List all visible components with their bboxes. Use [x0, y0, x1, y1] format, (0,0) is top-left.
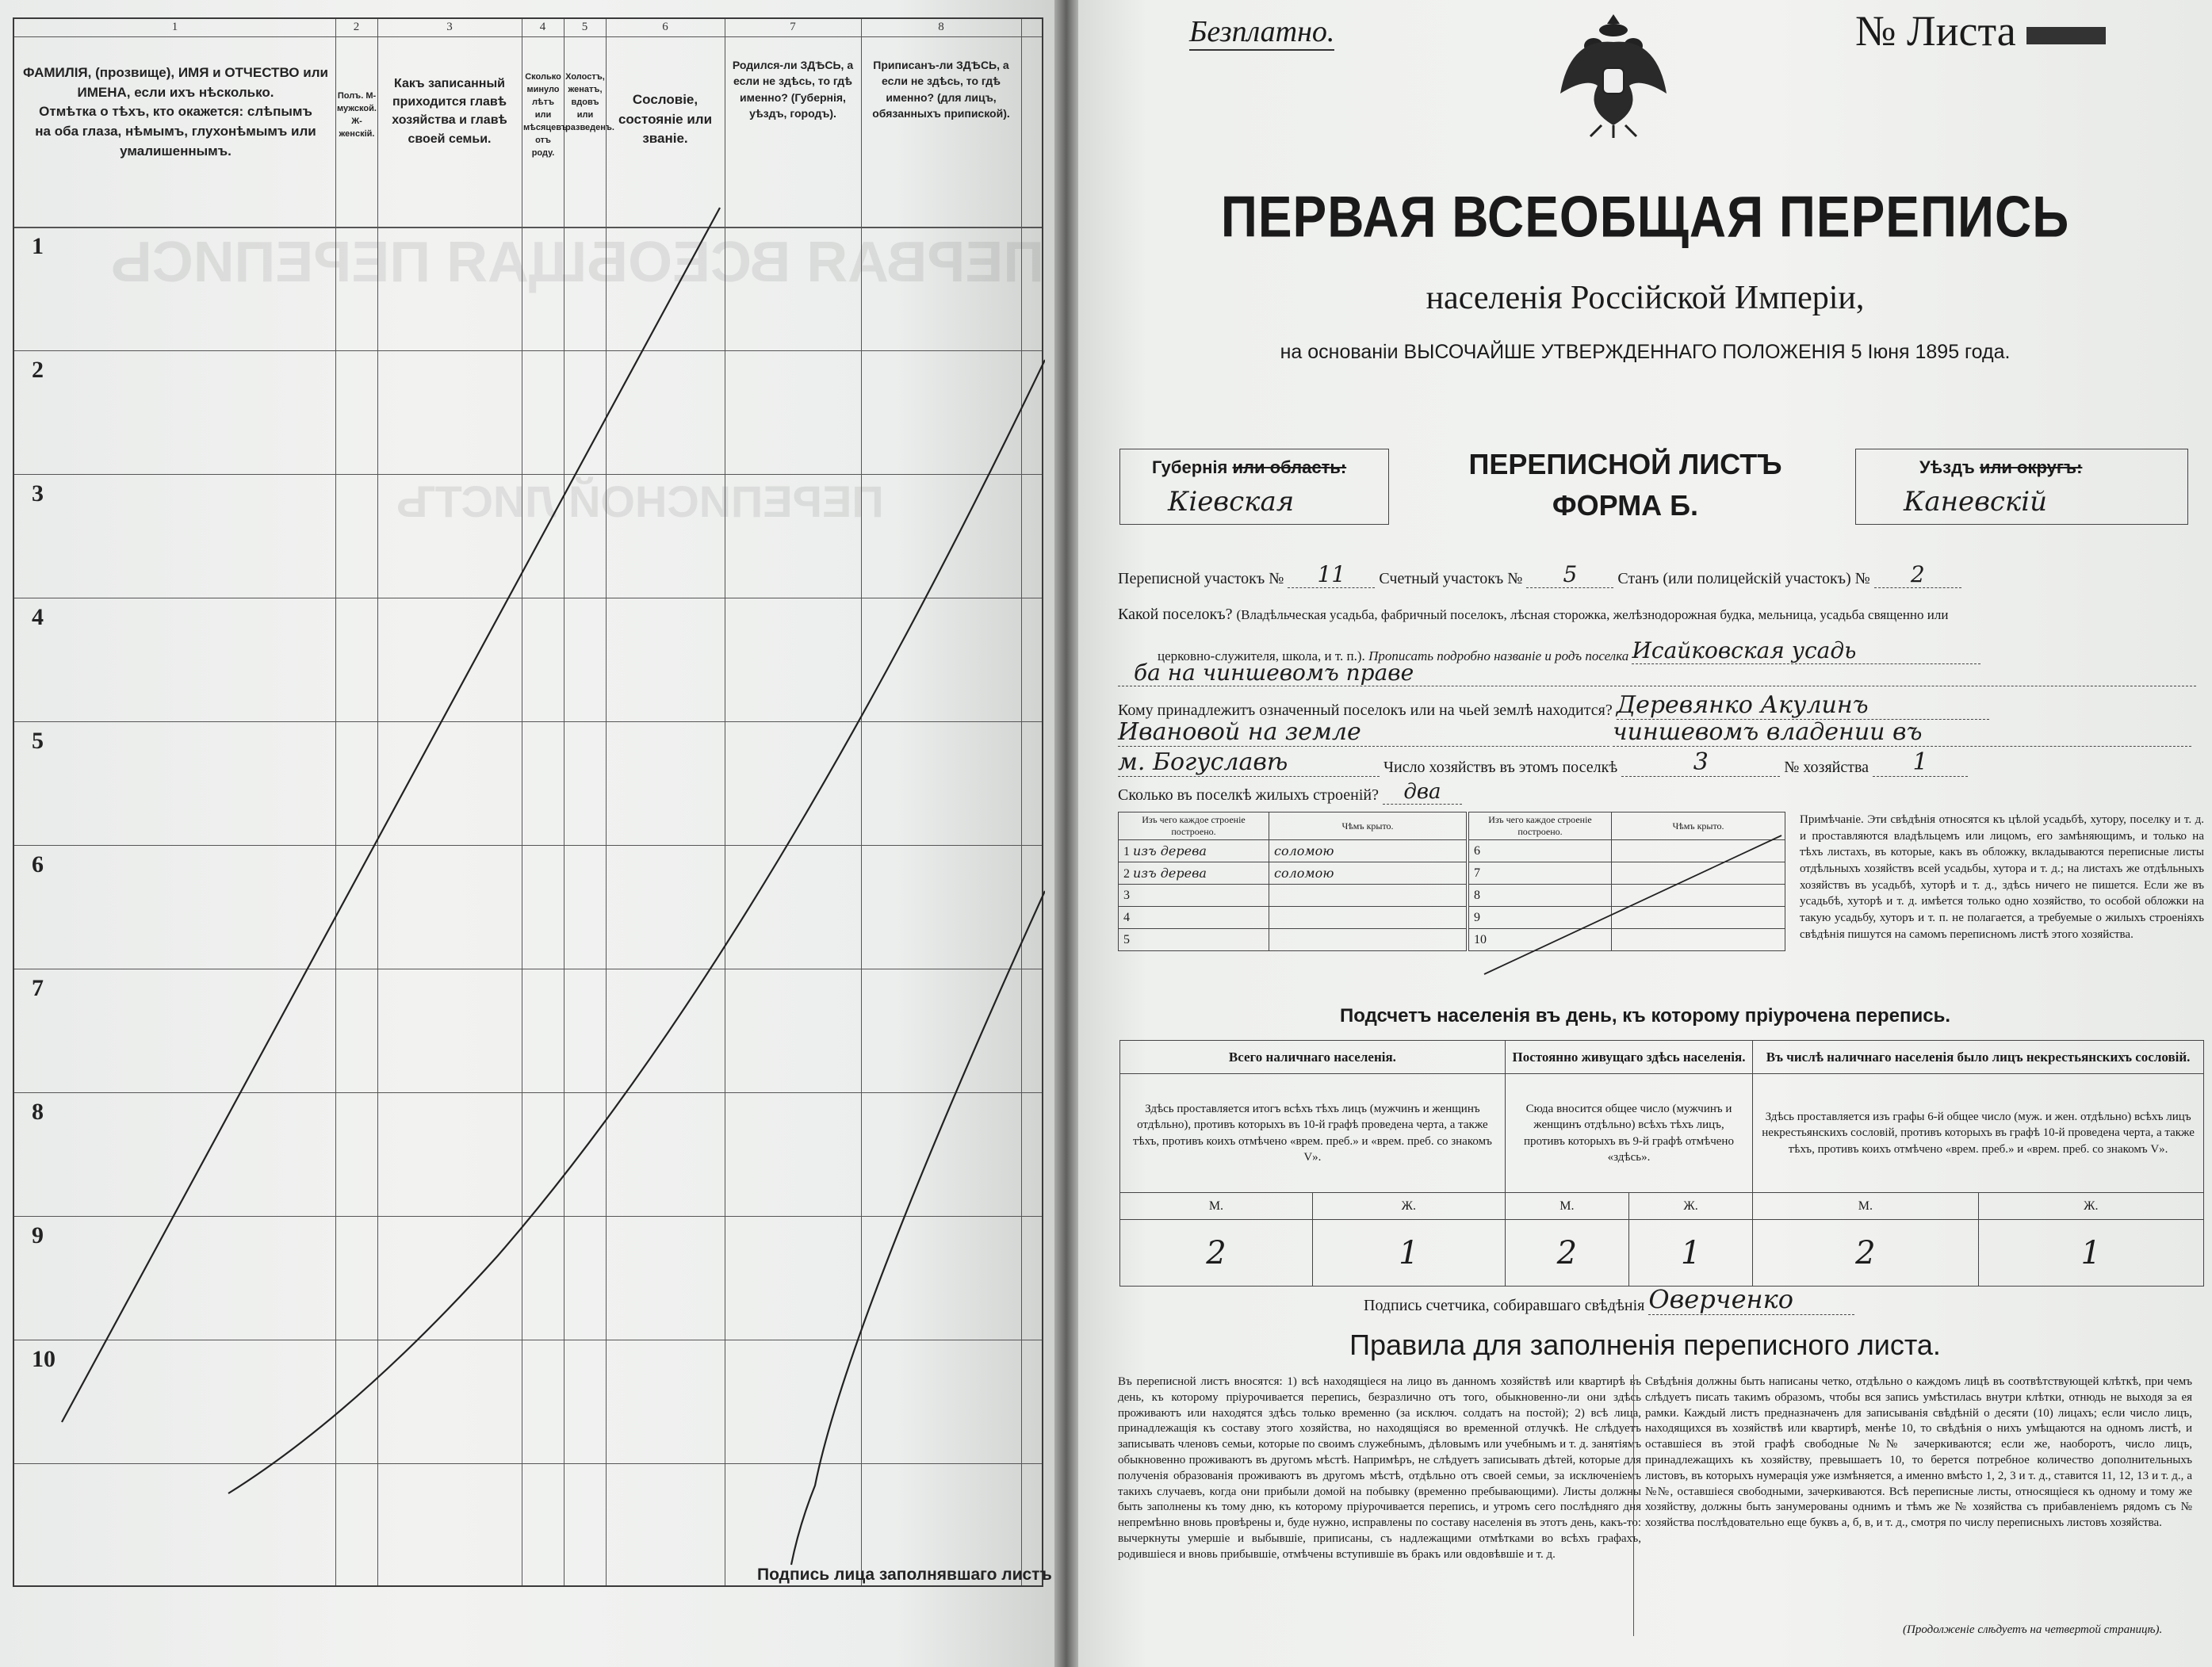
bleed-through-title: ПЕРВАЯ ВСЕОБЩАЯ ПЕРЕПИСЬ — [111, 231, 1045, 294]
gubernia-box — [1119, 449, 1389, 525]
colnum-7: 7 — [790, 21, 796, 33]
header-col-estate: Сословіе, состояніе или званіе. — [618, 92, 713, 147]
owner-value-3[interactable]: чиншевомъ владении въ — [1613, 718, 2191, 747]
row-number-7: 7 — [32, 975, 44, 1001]
row-number-9: 9 — [32, 1222, 44, 1248]
count-desc-non-peasant: Здѣсь проставляется изъ графы 6-й общее число (муж. и жен. отдѣльно) всѣхъ лицъ некрестьянскихъ сословій, противъ которыхъ въ графѣ 10-й проведена черта, а также тѣхъ, противъ коихъ отмѣчено «врем. преб.» и «врем. преб. со знакомъ V». — [1753, 1074, 2204, 1193]
rules-title: Правила для заполненія переписного листа. — [1349, 1329, 1941, 1361]
buildings-note: Примѣчаніе. Эти свѣдѣнія относятся къ цѣлой усадьбѣ, хутору, поселку и т. д. и проставляются владѣльцемъ или лицомъ, его замѣняющимъ, и только на тѣхъ листахъ, въ которые, какъ въ обложку, вкладываются переписные листы отдѣльныхъ хозяйствъ всей усадьбы, хутора и т. д.; на листахъ же отдѣльныхъ хозяйствъ въ усадьбѣ, хуторѣ и т. д., здѣсь ничего не пишется. Если же въ усадьбѣ, хуторѣ и т. д. имѣется только одно хозяйство, то особой обложки на такую усадьбу, хуторъ и т. п. не полагается, а требуемые о жилыхъ строеніяхъ свѣдѣнія пишутся на самомъ переписномъ листѣ этого хозяйства. — [1800, 813, 2204, 941]
header-col-name: ФАМИЛІЯ, (прозвище), ИМЯ и ОТЧЕСТВО или ИМЕНА, если ихъ нѣсколько. Отмѣтка о тѣхъ, кто окажется: слѣпымъ на оба глаза, нѣмымъ, глухонѣмымъ или умалишеннымъ. — [23, 65, 328, 159]
table-row: 10 — [1469, 929, 1785, 951]
owner-value-2[interactable]: Ивановой на земле — [1118, 718, 1609, 747]
continuation-note: (Продолженіе слѣдуетъ на четвертой страницѣ). — [1903, 1623, 2163, 1636]
sheet-number-redacted — [2026, 27, 2106, 44]
row-number-6: 6 — [32, 851, 44, 877]
settlement-question: Какой поселокъ? (Владѣльческая усадьба, фабричный поселокъ, лѣсная сторожка, желѣзнодорожная будка, мельница, усадьба священно или — [1118, 606, 1949, 623]
bld-col-material: Изъ чего каждое строеніе построено. — [1119, 812, 1269, 840]
row-number-2: 2 — [32, 357, 44, 383]
header-col-age: Сколько минуло лѣтъ или мѣсяцевъ отъ роду. — [523, 72, 568, 158]
colnum-1: 1 — [171, 21, 178, 33]
cancel-stroke-3 — [791, 891, 1045, 1565]
table-row: 3 — [1119, 885, 1467, 907]
colnum-4: 4 — [539, 21, 546, 33]
rules-right-column: Свѣдѣнія должны быть написаны четко, отдѣльно о каждомъ лицѣ въ соотвѣтствующей клѣткѣ, при чемъ слѣдуетъ писать такимъ образомъ, чтобы вся запись умѣстилась внутри клѣтки, отнюдь не выходя за ея рамки. Каждый листъ предназначенъ для записыванія свѣдѣній о десяти (10) лицахъ; если число лицъ, находящихся въ хозяйствѣ или квартирѣ, менѣе 10, то свѣдѣнія о нихъ умѣщаются на одномъ листѣ, и оставшіеся въ этой графѣ свободные №№ зачеркиваются; если же, наоборотъ, число лицъ, принадлежащихъ къ хозяйству, превышаетъ 10, то берется потребное количество дополнительныхъ листовъ, въ которыхъ нумерація уже измѣняется, а именно вмѣсто 1, 2, 3 и т. д., ставится 11, 12, 13 и т. д., а №№, оставшіеся свободными, зачеркиваются. Всѣ переписные листы, относящіеся къ одному и тому же хозяйству, должны быть занумерованы однимъ и тѣмъ же № хозяйства съ прибавленіемъ рядомъ съ № хозяйства послѣдовательно еще буквъ а, б, в, и т. д., смотря по числу переписныхъ листовъ хозяйства. — [1645, 1375, 2192, 1530]
book-gutter — [1054, 0, 1078, 1667]
row-number-4: 4 — [32, 604, 44, 630]
colnum-3: 3 — [446, 21, 453, 33]
table-row: 6 — [1469, 840, 1785, 862]
present-female-value[interactable]: 1 — [1312, 1220, 1505, 1287]
household-number-value[interactable]: 1 — [1873, 748, 1968, 777]
count-head-non-peasant: Въ числѣ наличнаго населенія было лицъ некрестьянскихъ сословій. — [1753, 1041, 2204, 1074]
colnum-6: 6 — [662, 21, 668, 33]
row-number-8: 8 — [32, 1099, 44, 1125]
cancellation-strokes — [14, 19, 1045, 1589]
colnum-2: 2 — [353, 21, 360, 33]
table-row: 4 — [1119, 907, 1467, 929]
owner-line-2 — [1118, 718, 2191, 747]
buildings-cancel-stroke — [1468, 812, 1785, 978]
form-title: ПЕРЕПИСНОЙ ЛИСТЪ ФОРМА Б. — [1468, 448, 1782, 522]
buildings-value[interactable]: два — [1383, 780, 1462, 805]
header-col-sex: Полъ. М-мужской. Ж-женскій. — [337, 91, 377, 139]
buildings-table-right: Изъ чего каждое строеніе построено. Чѣмъ крыто. 6 7 8 9 10 — [1468, 812, 1785, 951]
present-male-value[interactable]: 2 — [1120, 1220, 1313, 1287]
header-col-birthplace: Родился-ли ЗДѢСЬ, а если не здѣсь, то гдѣ именно? (Губернія, уѣздъ, городъ). — [732, 59, 854, 120]
owner-value-4[interactable]: м. Богуславѣ — [1118, 748, 1380, 777]
census-subtitle: населенія Россійской Имперіи, — [1426, 280, 1865, 316]
table-row: 8 — [1469, 885, 1785, 907]
count-head-permanent: Постоянно живущаго здѣсь населенія. — [1505, 1041, 1752, 1074]
left-page — [0, 0, 1054, 1667]
colnum-5: 5 — [581, 21, 588, 33]
count-desc-present: Здѣсь проставляется итогъ всѣхъ тѣхъ лицъ (мужчинъ и женщинъ отдѣльно), противъ которыхъ въ 10-й графѣ проведена черта, а также тѣхъ, противъ коихъ отмѣчено «врем. преб.» и «врем. преб. со знакомъ V». — [1120, 1074, 1506, 1193]
count-desc-permanent: Сюда вносится общее число (мужчинъ и женщинъ отдѣльно) всѣхъ тѣхъ лицъ, противъ которыхъ въ 9-й графѣ отмѣчено «здѣсь». — [1505, 1074, 1752, 1193]
free-label: Безплатно. — [1189, 14, 1334, 51]
census-table-grid — [13, 17, 1043, 1587]
bld-col-roof: Чѣмъ крыто. — [1269, 812, 1467, 840]
uezd-value[interactable]: Каневскій — [1904, 486, 2048, 518]
settlement-value-2[interactable]: ба на чиншевомъ праве — [1118, 660, 2196, 686]
table-row: 1 изъ дерева соломою — [1119, 840, 1467, 862]
permanent-male-value[interactable]: 2 — [1505, 1220, 1628, 1287]
gubernia-value[interactable]: Кіевская — [1168, 486, 1295, 518]
rules-left-column: Въ переписной листъ вносятся: 1) всѣ находящіеся на лицо въ данномъ хозяйствѣ или квартирѣ въ день, къ которому пріурочивается перепись, безразлично отъ того, обыкновенно-ли они здѣсь проживаютъ или находятся здѣсь только временно (за исключ. солдатъ на постой); 2) всѣ лица, принадлежащія къ составу этого хозяйства, но находящіяся во временной отлучкѣ. Не слѣдуетъ записывать членовъ семьи, которые по своимъ служебнымъ, дѣловымъ или учебнымъ и т. д. занятіямъ обыкновенно проживаютъ въ другомъ мѣстѣ. Напримѣръ, не слѣдуетъ записывать дѣтей, которые для полученія образованія проживаютъ въ другомъ мѣстѣ, отдѣльно отъ своей семьи, за исключеніемъ такихъ случаевъ, когда они прибыли домой на побывку (временно пребывающими). Листы должны быть заполнены къ тому дню, къ которому пріурочивается перепись, и утромъ сего послѣдняго дня непремѣнно вновь провѣрены и, буде нужно, исправлены по составу населенія въ этотъ день, какъ-то: вычеркнуты умершіе и выбывшіе, приписаны, съ надлежащими отмѣтками во всѣхъ графахъ, родившіеся и вновь прибывшіе, отмѣчены вступившіе въ бракъ или овдовѣвшіе и т. д. — [1118, 1375, 1641, 1561]
rules-divider — [1633, 1375, 1634, 1636]
households-value[interactable]: 3 — [1621, 748, 1780, 777]
cancel-stroke-2 — [228, 360, 1045, 1493]
row-number-10: 10 — [32, 1346, 55, 1372]
header-col-registered: Приписанъ-ли ЗДѢСЬ, а если не здѣсь, то гдѣ именно? (для лицъ, обязанныхъ припиской). — [872, 59, 1010, 120]
buildings-line: Сколько въ поселкѣ жилыхъ строеній? два — [1118, 780, 1462, 805]
households-line: м. Богуславѣ Число хозяйствъ въ этомъ поселкѣ 3 № хозяйства 1 — [1118, 748, 1968, 777]
stan-value[interactable]: 2 — [1874, 561, 1961, 588]
bleed-through-form-title: ПЕРЕПИСНОЙ ЛИСТЪ — [396, 476, 884, 526]
counting-district-value[interactable]: 5 — [1526, 561, 1613, 588]
header-col-relation: Какъ записанный приходится главѣ хозяйства и главѣ своей семьи. — [392, 77, 507, 146]
row-number-3: 3 — [32, 480, 44, 507]
table-row: 7 — [1469, 862, 1785, 885]
permanent-female-value[interactable]: 1 — [1628, 1220, 1752, 1287]
owner-value-1[interactable]: Деревянко Акулинъ — [1617, 691, 1989, 720]
uezd-label: Уѣздъ или округъ: — [1919, 457, 2083, 477]
population-count-title: Подсчетъ населенія въ день, къ которому пріурочена перепись. — [1340, 1005, 1950, 1027]
right-page — [1078, 0, 2212, 1667]
census-main-title: ПЕРВАЯ ВСЕОБЩАЯ ПЕРЕПИСЬ — [1220, 183, 2070, 250]
cancel-stroke-1 — [62, 208, 720, 1422]
census-district-value[interactable]: 11 — [1288, 561, 1375, 588]
filler-signature-label: Подпись лица заполнявшаго листъ — [757, 1566, 1052, 1584]
non-peasant-male-value[interactable]: 2 — [1753, 1220, 1978, 1287]
settlement-value-1[interactable]: Исайковская усадь — [1632, 637, 1980, 664]
population-count-table: Всего наличнаго населенія. Постоянно живущаго здѣсь населенія. Въ числѣ наличнаго населенія было лицъ некрестьянскихъ сословій. Здѣсь проставляется итогъ всѣхъ тѣхъ лицъ (мужчинъ и женщинъ отдѣльно), противъ которыхъ въ 10-й графѣ проведена черта, а также тѣхъ, противъ коихъ отмѣчено «врем. преб.» и «врем. преб. со знакомъ V». Сюда вносится общее число (мужчинъ и женщинъ отдѣльно) всѣхъ тѣхъ лицъ, противъ которыхъ въ 9-й графѣ отмѣчено «здѣсь». Здѣсь проставляется изъ графы 6-й общее число (муж. и жен. отдѣльно) всѣхъ лицъ некрестьянскихъ сословій, противъ которыхъ въ графѣ 10-й проведена черта, а также тѣхъ, противъ коихъ отмѣчено «врем. преб.» и «врем. преб. со знакомъ V». М. Ж. М. Ж. М. Ж. 2 1 2 1 2 1 — [1119, 1040, 2204, 1287]
district-line: Переписной участокъ № 11 Счетный участокъ № 5 Станъ (или полицейскій участокъ) № 2 — [1118, 561, 1961, 588]
gubernia-label: Губернія или область: — [1152, 457, 1347, 477]
non-peasant-female-value[interactable]: 1 — [1978, 1220, 2203, 1287]
table-row: 5 — [1119, 929, 1467, 951]
double-headed-eagle-emblem — [1554, 6, 1673, 141]
owner-question: Кому принадлежитъ означенный поселокъ или на чьей землѣ находится? Деревянко Акулинъ — [1118, 691, 1989, 720]
count-head-present: Всего наличнаго населенія. — [1120, 1041, 1506, 1074]
uezd-box — [1855, 449, 2188, 525]
header-col-marital: Холостъ, женатъ, вдовъ или разведенъ. — [565, 72, 614, 132]
counter-signature-value[interactable]: Оверченко — [1648, 1284, 1854, 1315]
census-basis: на основаніи ВЫСОЧАЙШЕ УТВЕРЖДЕННАГО ПОЛОЖЕНІЯ 5 Іюня 1895 года. — [1280, 341, 2011, 363]
row-number-5: 5 — [32, 728, 44, 754]
sheet-number-label: № Листа — [1855, 6, 2106, 55]
counter-signature-line: Подпись счетчика, собиравшаго свѣдѣнія Оверченко — [1364, 1284, 1854, 1315]
buildings-table-left — [1118, 812, 1467, 951]
colnum-8: 8 — [938, 21, 944, 33]
table-row: 9 — [1469, 907, 1785, 929]
settlement-hint: церковно-служителя, школа, и т. п.). Прописать подробно названіе и родъ поселка Исайковская усадь — [1158, 637, 1980, 664]
table-row: 2 изъ дерева соломою — [1119, 862, 1467, 885]
row-number-1: 1 — [32, 233, 44, 259]
